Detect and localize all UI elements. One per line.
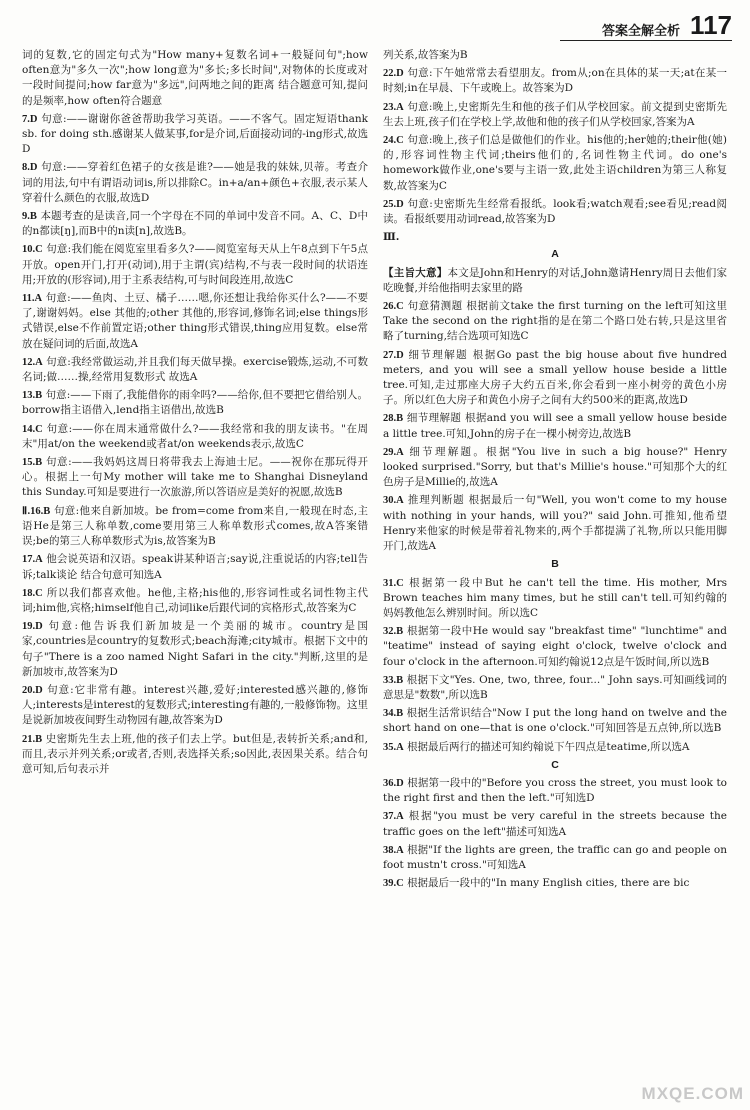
answer-item [383, 100, 727, 130]
answer-explanation: 根据"you must be very careful in the streets because the traffic goes on the left"描述可知选A [383, 810, 727, 838]
answer-number: 12.A [22, 356, 43, 368]
answer-item [383, 740, 727, 755]
summary-text: 本文是John和Henry的对话,John邀请Henry周日去他们家吃晚餐,并给他指明去家里的路 [383, 266, 727, 294]
answer-item [383, 348, 727, 409]
answer-item [22, 209, 368, 239]
answer-item [383, 576, 727, 622]
answer-item [22, 422, 368, 452]
answer-explanation: 史密斯先生去上班,他的孩子们去上学。but但是,表转折关系;and和,而且,表示并列关系;or或者,否则,表选择关系;so因此,表因果关系。结合句意可知,后句表示并 [22, 732, 368, 775]
answer-explanation: 句意:史密斯先生经常看报纸。look看;watch观看;see看见;read阅读。看报纸要用动词read,故答案为D [383, 197, 727, 226]
section-letter: B [551, 558, 559, 571]
answer-number: 14.C [22, 423, 43, 435]
answer-item [383, 445, 727, 491]
answer-explanation: 句意:——下雨了,我能借你的雨伞吗?——给你,但不要把它借给别人。borrow指主语借入,lend指主语借出,故选B [22, 389, 369, 417]
answer-explanation: 句意:下午她常常去看望朋友。from从;on在具体的某一天;at在某一时刻;in在早晨、下午或晚上。故答案为D [383, 67, 728, 95]
answer-explanation: 句意:——穿着红色裙子的女孩是谁?——她是我的妹妹,贝蒂。考查介词的用法,句中有谓语动词is,所以排除C。in+a/an+颜色+衣服,表示某人穿着什么颜色的衣服,故选D [22, 161, 368, 204]
answer-explanation: 句意:——鱼肉、土豆、橘子……嗯,你还想让我给你买什么?——不要了,谢谢妈妈。else 其他的;other 其他的,形容词,修饰名词;else things形式错误,else不作前置定语;other thing形式错误,thing应用复数。else常放在疑问词的后面,故选A [22, 292, 368, 350]
answer-item [383, 843, 727, 873]
answer-number: 11.A [22, 293, 43, 305]
answer-explanation: 推理判断题 根据最后一句"Well, you won't come to my house with nothing in your hands, will you?" said John.可推知,他希望Henry来他家的时候是带着礼物来的,两个手都提满了礼物,所以只能用脚开门,故选A [383, 494, 728, 553]
answer-explanation: 词的复数,它的固定句式为"How many+复数名词+一般疑问句";how often意为"多久一次";how long意为"多长;多长时间",对物体的长度或对一段时间提问;how far意为"多远",问两地之间的距离 结合题意可知,提问的是频率,how often符合题意 [22, 49, 368, 107]
answer-item [22, 552, 368, 582]
answer-number: 22.D [383, 68, 404, 80]
answer-explanation: 根据最后两行的描述可知约翰说下午四点是teatime,所以选A [407, 740, 690, 753]
section-letter: C [551, 758, 559, 771]
answer-number: 36.D [383, 777, 404, 789]
answer-number: 29.A [383, 446, 404, 458]
answer-number: 34.B [383, 708, 404, 720]
answer-number: 28.B [383, 413, 404, 425]
answer-number: 25.D [383, 198, 404, 210]
answer-item [22, 291, 368, 352]
answer-explanation: 句意:晚上,史密斯先生和他的孩子们从学校回家。前文提到史密斯先生去上班,孩子们在学校上学,故他和他的孩子们从学校回家,答案为A [383, 100, 728, 128]
answer-explanation: 细节理解题。根据"You live in such a big house?" Henry looked surprised."Sorry, but that's Millie's house."可知那个大的红色房子是Millie的,故选A [383, 445, 727, 489]
answer-item [22, 242, 368, 288]
answer-continuation [383, 48, 727, 63]
answer-continuation [22, 48, 368, 109]
answer-explanation: 细节理解题 根据Go past the big house about five hundred meters, and you will see a small yellow house beside a little tree.可知,走过那座大房子大约五百米,你会看到一座小树旁的黄色小房子。所以红色大房子和黄色小房子之间有大约500米的距离,故选D [383, 348, 727, 407]
answer-item [383, 624, 727, 670]
answer-item [383, 876, 727, 891]
answer-explanation: 根据第一段中But he can't tell the time. His mother, Mrs Brown teaches him many times, but he still can't tell.可知约翰的妈妈教他怎么辨别时间。所以选C [383, 576, 727, 619]
answer-item [22, 504, 368, 550]
answer-number: 37.A [383, 811, 404, 823]
answer-number: 17.A [22, 554, 43, 566]
answer-explanation: 根据下文"Yes. One, two, three, four..." John says.可知画线词的意思是"数数",所以选B [383, 673, 727, 701]
answer-number: 33.B [383, 674, 404, 686]
answer-number: 26.C [383, 301, 404, 313]
right-column [383, 48, 727, 894]
answer-explanation: 句意:晚上,孩子们总是做他们的作业。his他的;her她的;their他(她)的,形容词性物主代词;theirs他们的,名词性物主代词。do one's homework做作业,one's要与主语一致,此处主语children为第三人称复数,故答案为C [383, 134, 727, 192]
answer-explanation: 根据生活常识结合"Now I put the long hand on twelve and the short hand on one—that is one o'clock."可知回答是五点钟,所以选B [383, 707, 727, 735]
answer-number: 21.B [22, 733, 43, 745]
answer-explanation: 句意:他告诉我们新加坡是一个美丽的城市。country是国家,countries是country的复数形式;beach海滩;city城市。根据下文中的句子"There is a zoo named Night Safari in the city."判断,这里的是新加坡市,故答案为D [22, 620, 369, 678]
answer-number: 39.C [383, 878, 404, 890]
answer-number: 18.C [22, 587, 43, 599]
answer-number: 8.D [22, 162, 38, 174]
header-rule [560, 40, 732, 41]
answer-number: 23.A [383, 101, 404, 113]
section-letter: A [551, 248, 559, 261]
answer-number: 31.C [383, 577, 404, 589]
answer-item [22, 455, 368, 501]
answer-explanation: 根据第一段中的"Before you cross the street, you must look to the right first and then the left."可知选D [383, 776, 727, 805]
answer-item [383, 706, 727, 736]
answer-explanation: 根据"If the lights are green, the traffic can go and people on foot mustn't cross."可知选A [383, 843, 727, 871]
answer-item [383, 197, 727, 227]
answer-explanation: 句意:它非常有趣。interest兴趣,爱好;interested感兴趣的,修饰人;interests是interest的复数形式;interesting有趣的,一般修饰物。这里是说新加坡夜间野生动物园有趣,故答案为D [22, 683, 368, 727]
answer-item [22, 355, 368, 385]
answer-explanation: 所以我们都喜欢他。he他,主格;his他的,形容词性或名词性物主代词;him他,宾格;himself他自己,动词like后跟代词的宾格形式,故答案为C [22, 586, 368, 614]
answer-explanation: 句意:我经常做运动,并且我们每天做早操。exercise锻炼,运动,不可数名词;做……操,经常用复数形式 故选A [22, 355, 369, 384]
answer-item [383, 673, 727, 703]
watermark-text: MXQE.COM [641, 1084, 744, 1103]
answer-explanation: 句意:他来自新加坡。be from=come from来自,一般现在时态,主语He是第三人称单数,come要用第三人称单数形式comes,故A答案错误;be的第三人称单数形式为is,故答案为B [22, 504, 369, 548]
left-column [22, 48, 368, 780]
answer-item [383, 299, 727, 345]
answer-item [383, 411, 727, 441]
page-number: 117 [690, 10, 732, 40]
answer-explanation: 本题考查的是读音,同一个字母在不同的单词中发音不同。A、C、D中的n都读[ŋ],而B中的n读[n],故选B。 [22, 210, 368, 238]
answer-explanation: 列关系,故答案为B [383, 49, 468, 61]
answer-explanation: 句意:——我妈妈这周日将带我去上海迪士尼。——祝你在那玩得开心。根据上一句My mother will take me to Shanghai Disneyland this Sunday.可知是要进行一次旅游,所以答语应是美好的祝愿,故选B [22, 456, 368, 499]
answer-number: 7.D [22, 113, 38, 125]
answer-item [383, 493, 727, 554]
answer-item [22, 388, 368, 418]
section-numeral: Ⅲ. [383, 231, 400, 244]
answer-item [22, 619, 368, 680]
answer-item [383, 133, 727, 194]
answer-number: 38.A [383, 844, 404, 856]
answer-number: 13.B [22, 390, 43, 402]
answer-number: 20.D [22, 684, 43, 696]
answer-explanation: 句意:——谢谢你爸爸帮助我学习英语。——不客气。固定短语thank sb. for doing sth.感谢某人做某事,for是介词,后面接动词的-ing形式,故选D [22, 112, 368, 156]
answer-explanation: 句意:——你在周末通常做什么?——我经常和我的朋友读书。"在周末"用at/on the weekend或者at/on weekends表示,故选C [22, 422, 368, 450]
answer-item [22, 160, 368, 206]
answer-explanation: 细节理解题 根据and you will see a small yellow house beside a little tree.可知,John的房子在一棵小树旁边,故选B [383, 412, 728, 440]
watermark-logo [634, 1058, 744, 1104]
answer-item [22, 732, 368, 778]
answer-explanation: 根据最后一段中的"In many English cities, there are bic [407, 877, 690, 890]
answer-item [383, 809, 727, 839]
answer-number: Ⅱ.16.B [22, 505, 51, 517]
page-header [560, 10, 732, 46]
answer-explanation: 根据第一段中He would say "breakfast time" "lunchtime" and "teatime" instead of saying eight o'clock, twelve o'clock and four o'clock in the afternoon.可知约翰说12点是午饭时间,所以选B [383, 625, 727, 668]
summary-tag: 【主旨大意】 [383, 266, 448, 279]
answer-item [22, 112, 368, 158]
header-label: 答案全解全析 [601, 24, 680, 39]
passage-summary [383, 266, 727, 296]
answer-number: 24.C [383, 135, 404, 147]
answer-item [22, 586, 368, 616]
answer-item [383, 776, 727, 806]
answer-number: 35.A [383, 741, 404, 753]
answer-explanation: 句意猜测题 根据前文take the first turning on the left可知这里Take the second on the right指的是在第二个路口处右转,只是这里省略了turning,结合选项可知选C [383, 300, 727, 343]
answer-number: 27.D [383, 349, 404, 361]
answer-item [383, 66, 727, 96]
answer-number: 10.C [22, 244, 43, 256]
answer-number: 15.B [22, 457, 43, 469]
answer-number: 19.D [22, 621, 43, 633]
answer-item [22, 683, 368, 729]
answer-explanation: 句意:我们能在阅览室里看多久?——阅览室每天从上午8点到下午5点开放。open开门,打开(动词),用于主谓(宾)结构,不与表一段时间的状语连用;开放的(形容词),用于主系表结构,可与时间段连用,故选C [22, 243, 369, 286]
answer-number: 30.A [383, 495, 404, 507]
answer-number: 9.B [22, 211, 37, 223]
answer-number: 32.B [383, 626, 404, 638]
answer-explanation: 他会说英语和汉语。speak讲某种语言;say说,注重说话的内容;tell告诉;talk谈论 结合句意可知选A [22, 553, 368, 581]
